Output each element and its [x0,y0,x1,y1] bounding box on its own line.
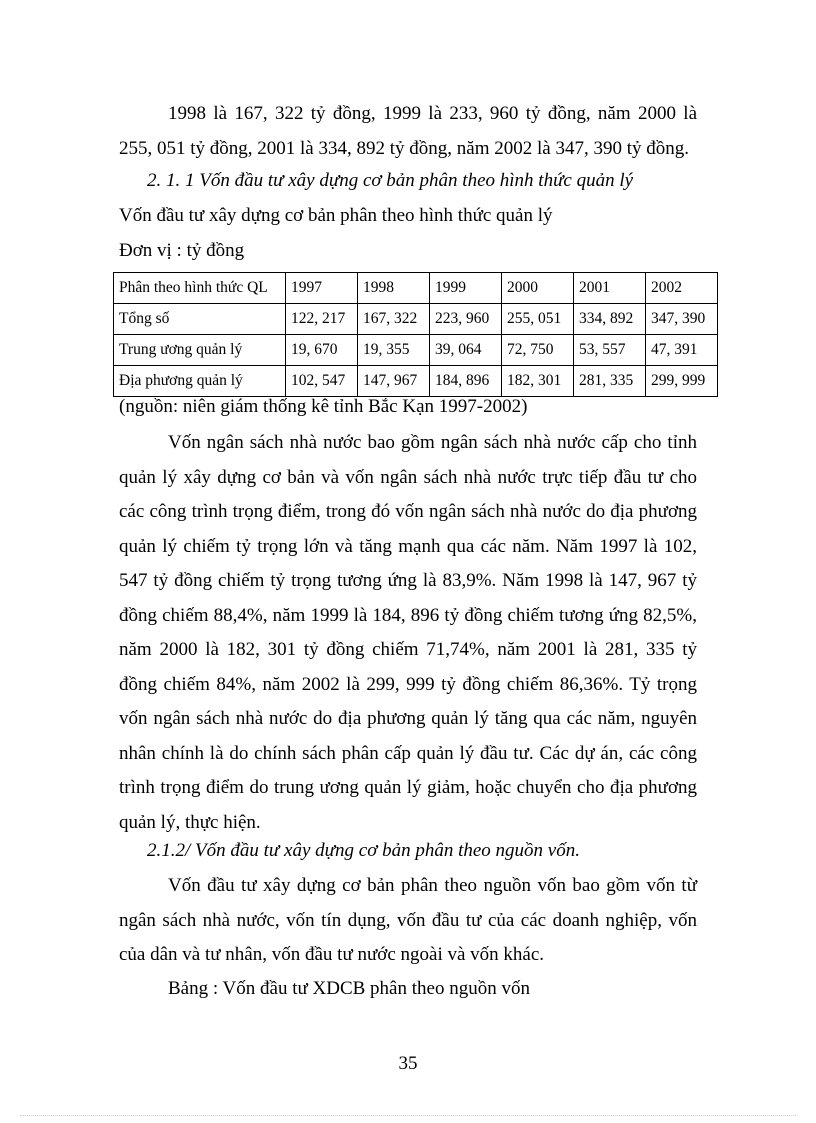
table-header-cell: 2000 [502,273,574,304]
intro-paragraph [119,97,697,166]
table-cell: 19, 670 [286,335,358,366]
table-row-label: Tổng số [114,304,286,335]
table-header-cell: 1999 [430,273,502,304]
table-cell: 255, 051 [502,304,574,335]
paragraph-3 [119,869,697,973]
table-cell: 53, 557 [574,335,646,366]
table-cell: 102, 547 [286,366,358,397]
next-table-caption: Bảng : Vốn đầu tư XDCB phân theo nguồn vốn [168,978,530,999]
section-2-heading: 2.1.2/ Vốn đầu tư xây dựng cơ bản phân theo nguồn vốn. [147,840,580,861]
table-header-row [114,273,718,304]
table-header-cell: 2002 [646,273,718,304]
table-cell: 72, 750 [502,335,574,366]
table-cell: 184, 896 [430,366,502,397]
paragraph-2-text: Vốn ngân sách nhà nước bao gồm ngân sách nhà nước cấp cho tỉnh quản lý xây dựng cơ bản và vốn ngân sách nhà nước trực tiếp đầu tư cho các công trình trọng điểm, trong đó vốn ngân sách nhà nước do địa phương quản lý chiếm tỷ trọng lớn và tăng mạnh qua các năm. Năm 1997 là 102, 547 tỷ đồng chiếm tỷ trọng tương ứng là 83,9%. Năm 1998 là 147, 967 tỷ đồng chiếm 88,4%, năm 1999 là 184, 896 tỷ đồng chiếm tương ứng 82,5%, năm 2000 là 182, 301 tỷ đồng chiếm 71,74%, năm 2001 là 281, 335 tỷ đồng chiếm 84%, năm 2002 là 299, 999 tỷ đồng chiếm 86,36%. Tỷ trọng vốn ngân sách nhà nước do địa phương quản lý tăng qua các năm, nguyên nhân chính là do chính sách phân cấp quản lý đầu tư. Các dự án, các công trình trọng điểm do trung ương quản lý giảm, hoặc chuyển cho địa phương quản lý, thực hiện. [119,432,697,833]
table-row [114,335,718,366]
table-unit: Đơn vị : tỷ đồng [119,240,245,261]
table-header-cell: 1998 [358,273,430,304]
table-header-cell: 1997 [286,273,358,304]
table-cell: 39, 064 [430,335,502,366]
section-1-heading: 2. 1. 1 Vốn đầu tư xây dựng cơ bản phân theo hình thức quản lý [147,170,634,191]
management-type-table [113,272,718,397]
table-row-label: Trung ương quản lý [114,335,286,366]
intro-paragraph-text: 1998 là 167, 322 tỷ đồng, 1999 là 233, 960 tỷ đồng, năm 2000 là 255, 051 tỷ đồng, 2001 là 334, 892 tỷ đồng, năm 2002 là 347, 390 tỷ đồng. [119,103,697,159]
table-cell: 122, 217 [286,304,358,335]
table-cell: 223, 960 [430,304,502,335]
table-header-cell: 2001 [574,273,646,304]
table-title: Vốn đầu tư xây dựng cơ bản phân theo hình thức quản lý [119,205,553,226]
table-cell: 147, 967 [358,366,430,397]
table-row [114,366,718,397]
table-cell: 347, 390 [646,304,718,335]
table-cell: 47, 391 [646,335,718,366]
table-cell: 167, 322 [358,304,430,335]
page-number: 35 [398,1053,418,1074]
table-cell: 182, 301 [502,366,574,397]
table-row-label: Địa phương quản lý [114,366,286,397]
table-header-cell: Phân theo hình thức QL [114,273,286,304]
table-cell: 19, 355 [358,335,430,366]
table-cell: 299, 999 [646,366,718,397]
table-cell: 281, 335 [574,366,646,397]
table-row [114,304,718,335]
paragraph-2 [119,426,697,840]
page-bottom-rule [20,1115,796,1116]
table-cell: 334, 892 [574,304,646,335]
paragraph-3-text: Vốn đầu tư xây dựng cơ bản phân theo nguồn vốn bao gồm vốn từ ngân sách nhà nước, vốn tín dụng, vốn đầu tư của các doanh nghiệp, vốn của dân và tư nhân, vốn đầu tư nước ngoài và vốn khác. [119,875,697,965]
table-source: (nguồn: niên giám thống kê tỉnh Bắc Kạn 1997-2002) [119,396,528,417]
